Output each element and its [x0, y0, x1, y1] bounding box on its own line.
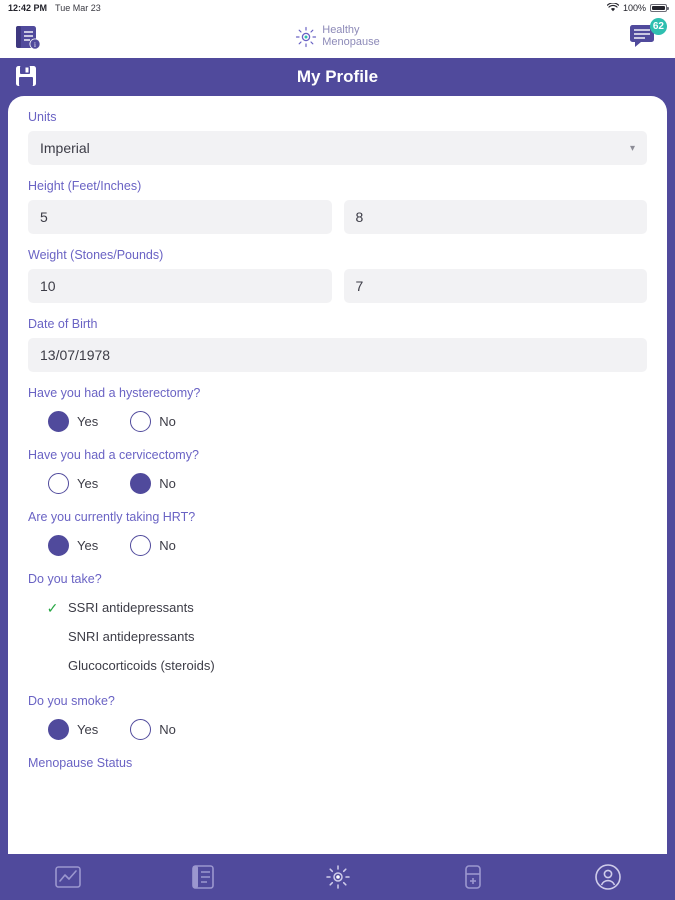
hysterectomy-radio-group — [28, 407, 647, 434]
radio-indicator — [48, 535, 69, 556]
status-time: 12:42 PM — [8, 3, 48, 13]
battery-percent: 100% — [622, 3, 646, 13]
height-row — [28, 200, 647, 234]
hrt-label: Are you currently taking HRT? — [28, 510, 196, 524]
radio-indicator — [48, 411, 69, 432]
smoke-radio-group — [28, 715, 647, 742]
pill-icon — [463, 865, 483, 889]
height-inches-input[interactable]: 8 — [344, 200, 648, 234]
medication-label: Glucocorticoids (steroids) — [68, 658, 215, 673]
page-title-bar — [0, 58, 675, 96]
weight-row — [28, 269, 647, 303]
smoke-yes-label: Yes — [77, 722, 99, 737]
hysterectomy-yes-option[interactable] — [48, 411, 98, 432]
cervicectomy-yes-option[interactable] — [48, 473, 98, 494]
dob-label: Date of Birth — [28, 317, 98, 331]
check-icon — [46, 659, 59, 673]
cervicectomy-radio-group — [28, 469, 647, 496]
journal-icon[interactable] — [12, 22, 42, 52]
brand-text — [322, 25, 380, 48]
content-area — [0, 96, 675, 854]
brand-logo — [0, 25, 675, 48]
smoke-no-option[interactable] — [130, 719, 176, 740]
units-label: Units — [28, 110, 57, 124]
journal-icon — [192, 865, 214, 889]
ios-status-bar — [0, 0, 675, 16]
svg-text:i: i — [34, 41, 36, 49]
brand-line-2: Menopause — [322, 36, 380, 48]
hrt-yes-label: Yes — [77, 538, 99, 553]
medication-label: SSRI antidepressants — [68, 600, 194, 615]
cervicectomy-no-option[interactable] — [130, 473, 176, 494]
smoke-label: Do you smoke? — [28, 694, 115, 708]
hysterectomy-no-label: No — [159, 414, 176, 429]
height-label: Height (Feet/Inches) — [28, 179, 142, 193]
hrt-yes-option[interactable] — [48, 535, 98, 556]
page-title: My Profile — [296, 67, 379, 86]
radio-indicator — [130, 411, 151, 432]
tab-profile[interactable] — [540, 854, 675, 900]
cervicectomy-no-label: No — [159, 476, 176, 491]
weight-stones-input[interactable]: 10 — [28, 269, 332, 303]
hysterectomy-label: Have you had a hysterectomy? — [28, 386, 201, 400]
chevron-down-icon: ▾ — [629, 142, 635, 154]
radio-indicator — [48, 719, 69, 740]
bottom-tab-bar — [0, 854, 675, 900]
brand-line-1: Healthy — [322, 24, 360, 37]
sun-icon — [295, 26, 317, 48]
weight-label: Weight (Stones/Pounds) — [28, 248, 164, 262]
tab-charts[interactable] — [0, 854, 135, 900]
profile-form-card[interactable] — [8, 96, 667, 854]
medication-item[interactable] — [28, 622, 647, 651]
smoke-no-label: No — [159, 722, 176, 737]
top-app-bar — [0, 16, 675, 58]
radio-indicator — [48, 473, 69, 494]
smoke-yes-option[interactable] — [48, 719, 98, 740]
units-value: Imperial — [40, 140, 90, 156]
medications-checklist — [28, 593, 647, 680]
tab-medication[interactable] — [405, 854, 540, 900]
dob-input[interactable]: 13/07/1978 — [28, 338, 647, 372]
radio-indicator — [130, 535, 151, 556]
medications-label: Do you take? — [28, 572, 102, 586]
save-icon[interactable] — [14, 64, 40, 90]
medication-label: SNRI antidepressants — [68, 629, 195, 644]
weight-pounds-input[interactable]: 7 — [344, 269, 648, 303]
radio-indicator — [130, 719, 151, 740]
chat-badge: 62 — [650, 18, 667, 35]
height-feet-input[interactable]: 5 — [28, 200, 332, 234]
units-select[interactable] — [28, 131, 647, 165]
sun-icon — [325, 864, 351, 890]
hrt-no-label: No — [159, 538, 176, 553]
wifi-icon — [607, 3, 619, 14]
tab-journal[interactable] — [135, 854, 270, 900]
medication-item[interactable] — [28, 651, 647, 680]
hysterectomy-yes-label: Yes — [77, 414, 99, 429]
hysterectomy-no-option[interactable] — [130, 411, 176, 432]
medication-item[interactable] — [28, 593, 647, 622]
status-date: Tue Mar 23 — [55, 3, 101, 13]
hrt-no-option[interactable] — [130, 535, 176, 556]
check-icon — [46, 630, 59, 644]
menopause-status-label: Menopause Status — [28, 756, 133, 770]
radio-indicator — [130, 473, 151, 494]
status-right-group — [607, 3, 667, 14]
cervicectomy-label: Have you had a cervicectomy? — [28, 448, 199, 462]
profile-icon — [595, 864, 621, 890]
cervicectomy-yes-label: Yes — [77, 476, 99, 491]
tab-home[interactable] — [270, 854, 405, 900]
battery-icon — [650, 4, 667, 12]
hrt-radio-group — [28, 531, 647, 558]
chat-icon[interactable] — [629, 22, 663, 52]
check-icon: ✓ — [46, 599, 59, 616]
chart-icon — [55, 866, 81, 888]
